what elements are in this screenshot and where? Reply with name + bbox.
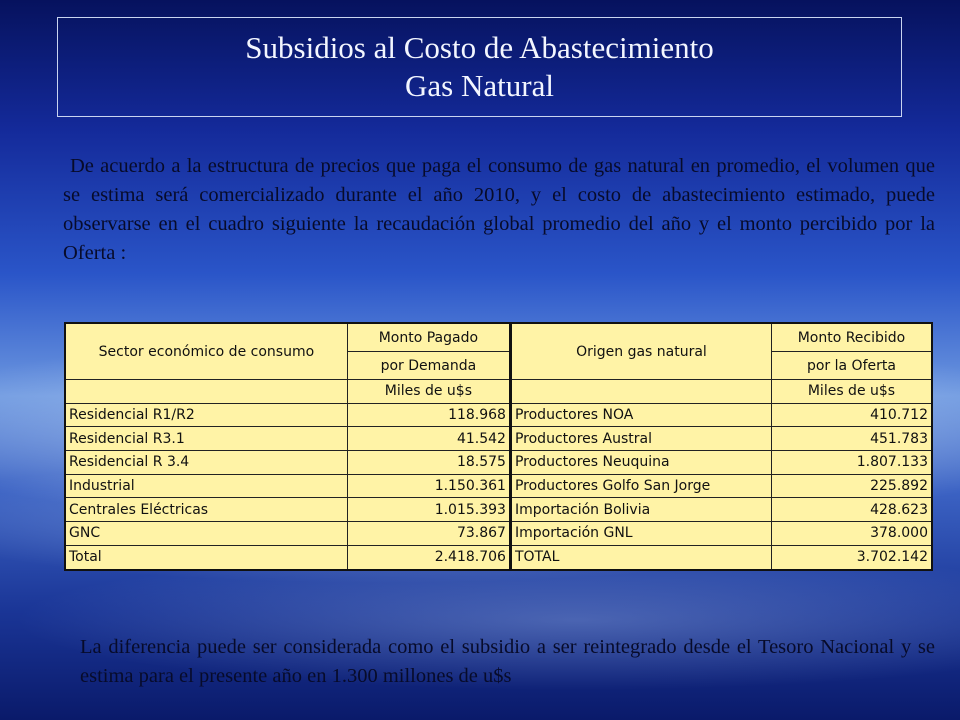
intro-text: De acuerdo a la estructura de precios que paga el consumo de gas natural en promedio, el volumen que se estima será comercializado durante el año 2010, y el costo de abastecimiento estimado, puede observarse en el cuadro siguiente la recaudación global promedio del año y el monto percibido por la Oferta :: [63, 155, 935, 264]
header-monto-recibido-2: por la Oferta: [771, 352, 932, 380]
intro-paragraph: [63, 152, 935, 268]
header-monto-recibido-1: Monto Recibido: [771, 323, 932, 352]
table-header-row: [65, 323, 932, 352]
origen-cell: Productores NOA: [510, 403, 771, 427]
recibido-cell: 410.712: [771, 403, 932, 427]
table-row: [65, 498, 932, 522]
pagado-cell: 41.542: [347, 427, 510, 451]
recibido-cell: 1.807.133: [771, 451, 932, 475]
table-row: [65, 474, 932, 498]
recibido-cell: 428.623: [771, 498, 932, 522]
recibido-total-cell: 3.702.142: [771, 545, 932, 569]
unit-blank-right: [510, 380, 771, 404]
closing-text: La diferencia puede ser considerada como el subsidio a ser reintegrado desde el Tesoro Nacional y se estima para el presente año en 1.300 millones de u$s: [80, 636, 935, 687]
header-monto-pagado-1: Monto Pagado: [347, 323, 510, 352]
recibido-cell: 378.000: [771, 522, 932, 546]
sector-cell: Residencial R3.1: [65, 427, 347, 451]
header-origen: Origen gas natural: [510, 323, 771, 380]
slide-title-box: [57, 17, 902, 117]
pagado-cell: 1.150.361: [347, 474, 510, 498]
origen-cell: Productores Golfo San Jorge: [510, 474, 771, 498]
slide-title-line1: Subsidios al Costo de Abastecimiento: [245, 30, 714, 65]
origen-cell: Importación Bolivia: [510, 498, 771, 522]
sector-cell: Centrales Eléctricas: [65, 498, 347, 522]
header-monto-pagado-2: por Demanda: [347, 352, 510, 380]
pagado-cell: 73.867: [347, 522, 510, 546]
table-row: [65, 522, 932, 546]
sector-total-cell: Total: [65, 545, 347, 569]
recibido-cell: 225.892: [771, 474, 932, 498]
origen-total-cell: TOTAL: [510, 545, 771, 569]
sector-cell: Residencial R1/R2: [65, 403, 347, 427]
slide-title-line2: Gas Natural: [405, 68, 554, 103]
unit-left: Miles de u$s: [347, 380, 510, 404]
table-row: [65, 403, 932, 427]
table-row: [65, 427, 932, 451]
subsidy-table: [64, 322, 933, 571]
origen-cell: Productores Austral: [510, 427, 771, 451]
pagado-cell: 118.968: [347, 403, 510, 427]
unit-blank-left: [65, 380, 347, 404]
closing-paragraph: [80, 633, 935, 691]
table-total-row: [65, 545, 932, 569]
pagado-cell: 1.015.393: [347, 498, 510, 522]
sector-cell: GNC: [65, 522, 347, 546]
sector-cell: Residencial R 3.4: [65, 451, 347, 475]
origen-cell: Productores Neuquina: [510, 451, 771, 475]
origen-cell: Importación GNL: [510, 522, 771, 546]
sector-cell: Industrial: [65, 474, 347, 498]
recibido-cell: 451.783: [771, 427, 932, 451]
unit-right: Miles de u$s: [771, 380, 932, 404]
header-sector: Sector económico de consumo: [65, 323, 347, 380]
pagado-cell: 18.575: [347, 451, 510, 475]
pagado-total-cell: 2.418.706: [347, 545, 510, 569]
table-row: [65, 451, 932, 475]
table-unit-row: [65, 380, 932, 404]
